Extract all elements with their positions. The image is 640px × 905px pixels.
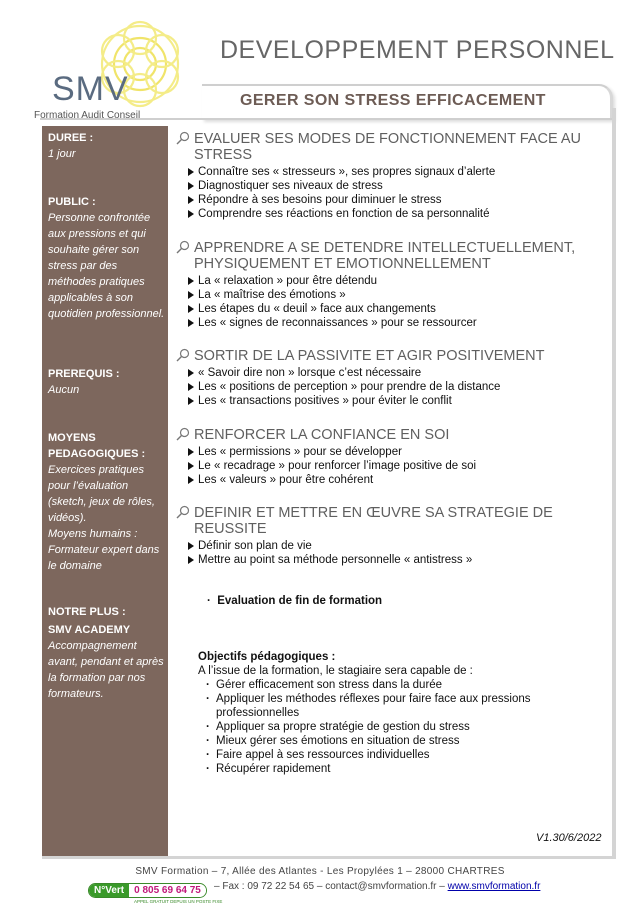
version-label: V1.30/6/2022 [536,832,602,844]
section-strategie [176,505,596,567]
list-item: · Gérer efficacement son stress dans la durée [206,678,598,692]
list-item: · Appliquer sa propre stratégie de gestion du stress [206,720,598,734]
course-title: GERER SON STRESS EFFICACEMENT [240,92,546,109]
list-item: Définir son plan de vie [188,539,596,553]
bullet-list [176,445,596,487]
list-item: Les « signes de reconnaissances » pour se ressourcer [188,316,596,330]
notre-plus-heading: NOTRE PLUS : [48,606,126,618]
list-item: · Faire appel à ses ressources individuelles [206,748,598,762]
numero-vert-note: APPEL GRATUIT DEPUIS UN POSTE FIXE [134,899,223,904]
moyens-humains: Moyens humains : Formateur expert dans le domaine [48,528,160,572]
smv-academy-heading: SMV ACADEMY [48,624,131,636]
evaluation-text: Evaluation de fin de formation [217,595,383,607]
list-item: Les « positions de perception » pour prendre de la distance [188,380,596,394]
bullet-list [176,165,596,221]
public-heading: PUBLIC : [48,196,96,208]
section-confiance [176,427,596,487]
frame-bottom-border [42,856,616,859]
public-value: Personne confrontée aux pressions et qui souhaite gérer son stress par des méthodes pratiques applicables à son quotidien professionnel. [48,212,165,320]
frame-right-border [612,108,616,856]
list-item: Les « valeurs » pour être cohérent [188,473,596,487]
objectifs-list [198,678,598,776]
section-detendre [176,240,596,330]
footer-contact [214,881,540,892]
website-link[interactable]: www.smvformation.fr [447,881,541,892]
list-item: · Appliquer les méthodes réflexes pour faire face aux pressions professionnelles [206,692,598,720]
section-title [176,505,596,537]
objectifs-block [198,650,598,776]
bullet-list [176,274,596,330]
footer-address: SMV Formation – 7, Allée des Atlantes - Les Propylées 1 – 28000 CHARTRES [135,866,505,877]
section-title-text: SORTIR DE LA PASSIVITE ET AGIR POSITIVEMENT [194,348,545,364]
numero-vert-number: 0 805 69 64 75 [129,884,206,897]
evaluation-note: · Evaluation de fin de formation [207,595,383,607]
section-title-text: DEFINIR ET METTRE EN ŒUVRE SA STRATEGIE DE REUSSITE [194,505,553,537]
magnifier-icon [176,505,190,519]
list-item: · Mieux gérer ses émotions en situation de stress [206,734,598,748]
list-item: La « maîtrise des émotions » [188,288,596,302]
duree-value: 1 jour [48,148,76,160]
section-title [176,348,596,364]
list-item: Connaître ses « stresseurs », ses propres signaux d’alerte [188,165,596,179]
section-title-text: EVALUER SES MODES DE FONCTIONNEMENT FACE AU STRESS [194,131,582,163]
section-title-text: APPRENDRE A SE DETENDRE INTELLECTUELLEMENT, PHYSIQUEMENT ET EMOTIONNELLEMENT [194,240,576,272]
list-item: Les étapes du « deuil » face aux changements [188,302,596,316]
section-evaluer [176,131,596,221]
numero-vert-badge [88,880,222,904]
moyens-heading-2: PEDAGOGIQUES : [48,448,146,460]
magnifier-icon [176,131,190,145]
list-item: Comprendre ses réactions en fonction de sa personnalité [188,207,596,221]
duree-heading: DUREE : [48,132,94,144]
section-passivite [176,348,596,408]
moyens-heading: MOYENS [48,432,96,444]
prerequis-heading: PREREQUIS : [48,368,120,380]
frame-top-line [40,118,616,120]
prerequis-value: Aucun [48,384,80,396]
section-title [176,131,596,163]
magnifier-icon [176,348,190,362]
section-title-text: RENFORCER LA CONFIANCE EN SOI [194,427,450,443]
section-title [176,240,596,272]
magnifier-icon [176,240,190,254]
page-title: DEVELOPPEMENT PERSONNEL [220,36,615,64]
section-title [176,427,596,443]
info-sidebar [42,126,168,856]
list-item: Diagnostiquer ses niveaux de stress [188,179,596,193]
list-item: Mettre au point sa méthode personnelle « antistress » [188,553,596,567]
list-item: Les « permissions » pour se développer [188,445,596,459]
numero-vert-label: N°Vert [89,884,129,897]
list-item: Répondre à ses besoins pour diminuer le stress [188,193,596,207]
moyens-value: Exercices pratiques pour l’évaluation (sketch, jeux de rôles, vidéos). [48,464,155,524]
logo-subtitle: Formation Audit Conseil [34,110,141,121]
objectifs-intro: A l’issue de la formation, le stagiaire sera capable de : [198,665,473,677]
footer-contact-text: – Fax : 09 72 22 54 65 – contact@smvformation.fr – [214,881,448,892]
list-item: « Savoir dire non » lorsque c’est nécessaire [188,366,596,380]
logo-text: SMV [52,70,129,108]
bullet-list [176,366,596,408]
list-item: Le « recadrage » pour renforcer l’image positive de soi [188,459,596,473]
list-item: Les « transactions positives » pour éviter le conflit [188,394,596,408]
list-item: · Récupérer rapidement [206,762,598,776]
list-item: La « relaxation » pour être détendu [188,274,596,288]
bullet-list [176,539,596,567]
objectifs-heading: Objectifs pédagogiques : [198,651,336,663]
notre-plus-value: Accompagnement avant, pendant et après la formation par nos formateurs. [48,640,164,700]
magnifier-icon [176,427,190,441]
